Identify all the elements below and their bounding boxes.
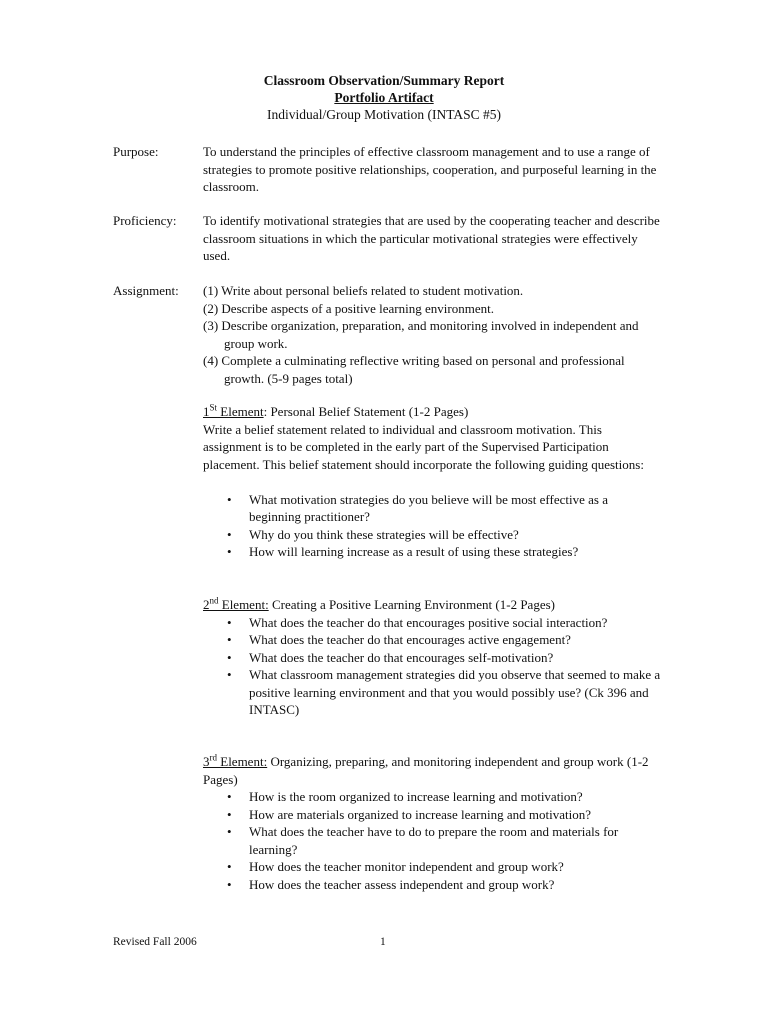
document-header: [0, 72, 768, 123]
list-item: • How does the teacher assess independent and group work?: [227, 876, 555, 892]
proficiency-text: To identify motivational strategies that are used by the cooperating teacher and describe classroom situations in which the particular motivational strategies were effectively used.: [203, 213, 660, 263]
list-item: • How does the teacher monitor independent and group work?: [227, 859, 564, 874]
element-1-heading: 1St Element: Personal Belief Statement (1-2 Pages): [203, 402, 469, 419]
purpose-section: [113, 143, 673, 197]
element-3-block: [203, 753, 663, 893]
assignment-section: [113, 282, 673, 392]
bullet-icon: •: [227, 806, 232, 822]
bullet-icon: •: [227, 876, 232, 892]
element-1-questions: [203, 491, 663, 561]
purpose-text: To understand the principles of effective classroom management and to use a range of strategies to promote positive relationships, cooperation, and purposeful learning in the classroom.: [203, 144, 657, 194]
element-1-intro: Write a belief statement related to individual and classroom motivation. This assignment is to be completed in the early part of the Supervised Participation placement. This belief statement should incorporate the following guiding questions:: [203, 421, 644, 472]
purpose-label: Purpose:: [113, 144, 159, 159]
assignment-item: (4) Complete a culminating reflective writing based on personal and professional growth. (5-9 pages total): [203, 353, 625, 386]
list-item: • What does the teacher do that encourages self-motivation?: [227, 649, 554, 665]
element-3-questions: [203, 788, 663, 893]
document-subtitle: Portfolio Artifact: [334, 90, 434, 105]
assignment-item: (2) Describe aspects of a positive learning environment.: [203, 300, 494, 316]
proficiency-label: Proficiency:: [113, 213, 177, 228]
list-item: • How is the room organized to increase learning and motivation?: [227, 789, 583, 804]
element-3-heading: 3rd Element: Organizing, preparing, and monitoring independent and group work (1-2 Pages): [203, 752, 649, 787]
assignment-list: [203, 282, 663, 387]
bullet-icon: •: [227, 544, 232, 559]
assignment-label: Assignment:: [113, 283, 179, 298]
footer-revised-date: Revised Fall 2006: [113, 936, 197, 948]
document-title: Classroom Observation/Summary Report: [263, 73, 505, 88]
bullet-icon: •: [227, 649, 232, 665]
element-2-questions: [203, 614, 663, 719]
list-item: • What classroom management strategies did you observe that seemed to make a positive learning environment and that you would possibly use? (Ck 396 and INTASC): [227, 667, 661, 717]
list-item: • How are materials organized to increase learning and motivation?: [227, 806, 591, 822]
assignment-item: (1) Write about personal beliefs related to student motivation.: [203, 283, 524, 298]
list-item: • What motivation strategies do you believe will be most effective as a beginning practitioner?: [227, 491, 608, 524]
list-item: • Why do you think these strategies will be effective?: [227, 526, 519, 542]
proficiency-section: [113, 212, 673, 266]
document-topic: Individual/Group Motivation (INTASC #5): [266, 107, 502, 122]
bullet-icon: •: [227, 824, 232, 839]
bullet-icon: •: [227, 614, 232, 630]
element-2-block: [203, 596, 663, 719]
bullet-icon: •: [227, 667, 232, 682]
bullet-icon: •: [227, 859, 232, 874]
bullet-icon: •: [227, 491, 232, 507]
bullet-icon: •: [227, 789, 232, 804]
footer-page-number: 1: [380, 936, 386, 948]
list-item: • What does the teacher have to do to prepare the room and materials for learning?: [227, 824, 619, 857]
element-1-block: [203, 403, 663, 561]
list-item: • What does the teacher do that encourages active engagement?: [227, 632, 571, 647]
bullet-icon: •: [227, 526, 232, 542]
list-item: • What does the teacher do that encourages positive social interaction?: [227, 614, 608, 630]
assignment-item: (3) Describe organization, preparation, and monitoring involved in independent and group work.: [203, 318, 639, 351]
list-item: • How will learning increase as a result of using these strategies?: [227, 544, 579, 559]
bullet-icon: •: [227, 632, 232, 647]
element-2-heading: 2nd Element: Creating a Positive Learning Environment (1-2 Pages): [203, 595, 555, 612]
